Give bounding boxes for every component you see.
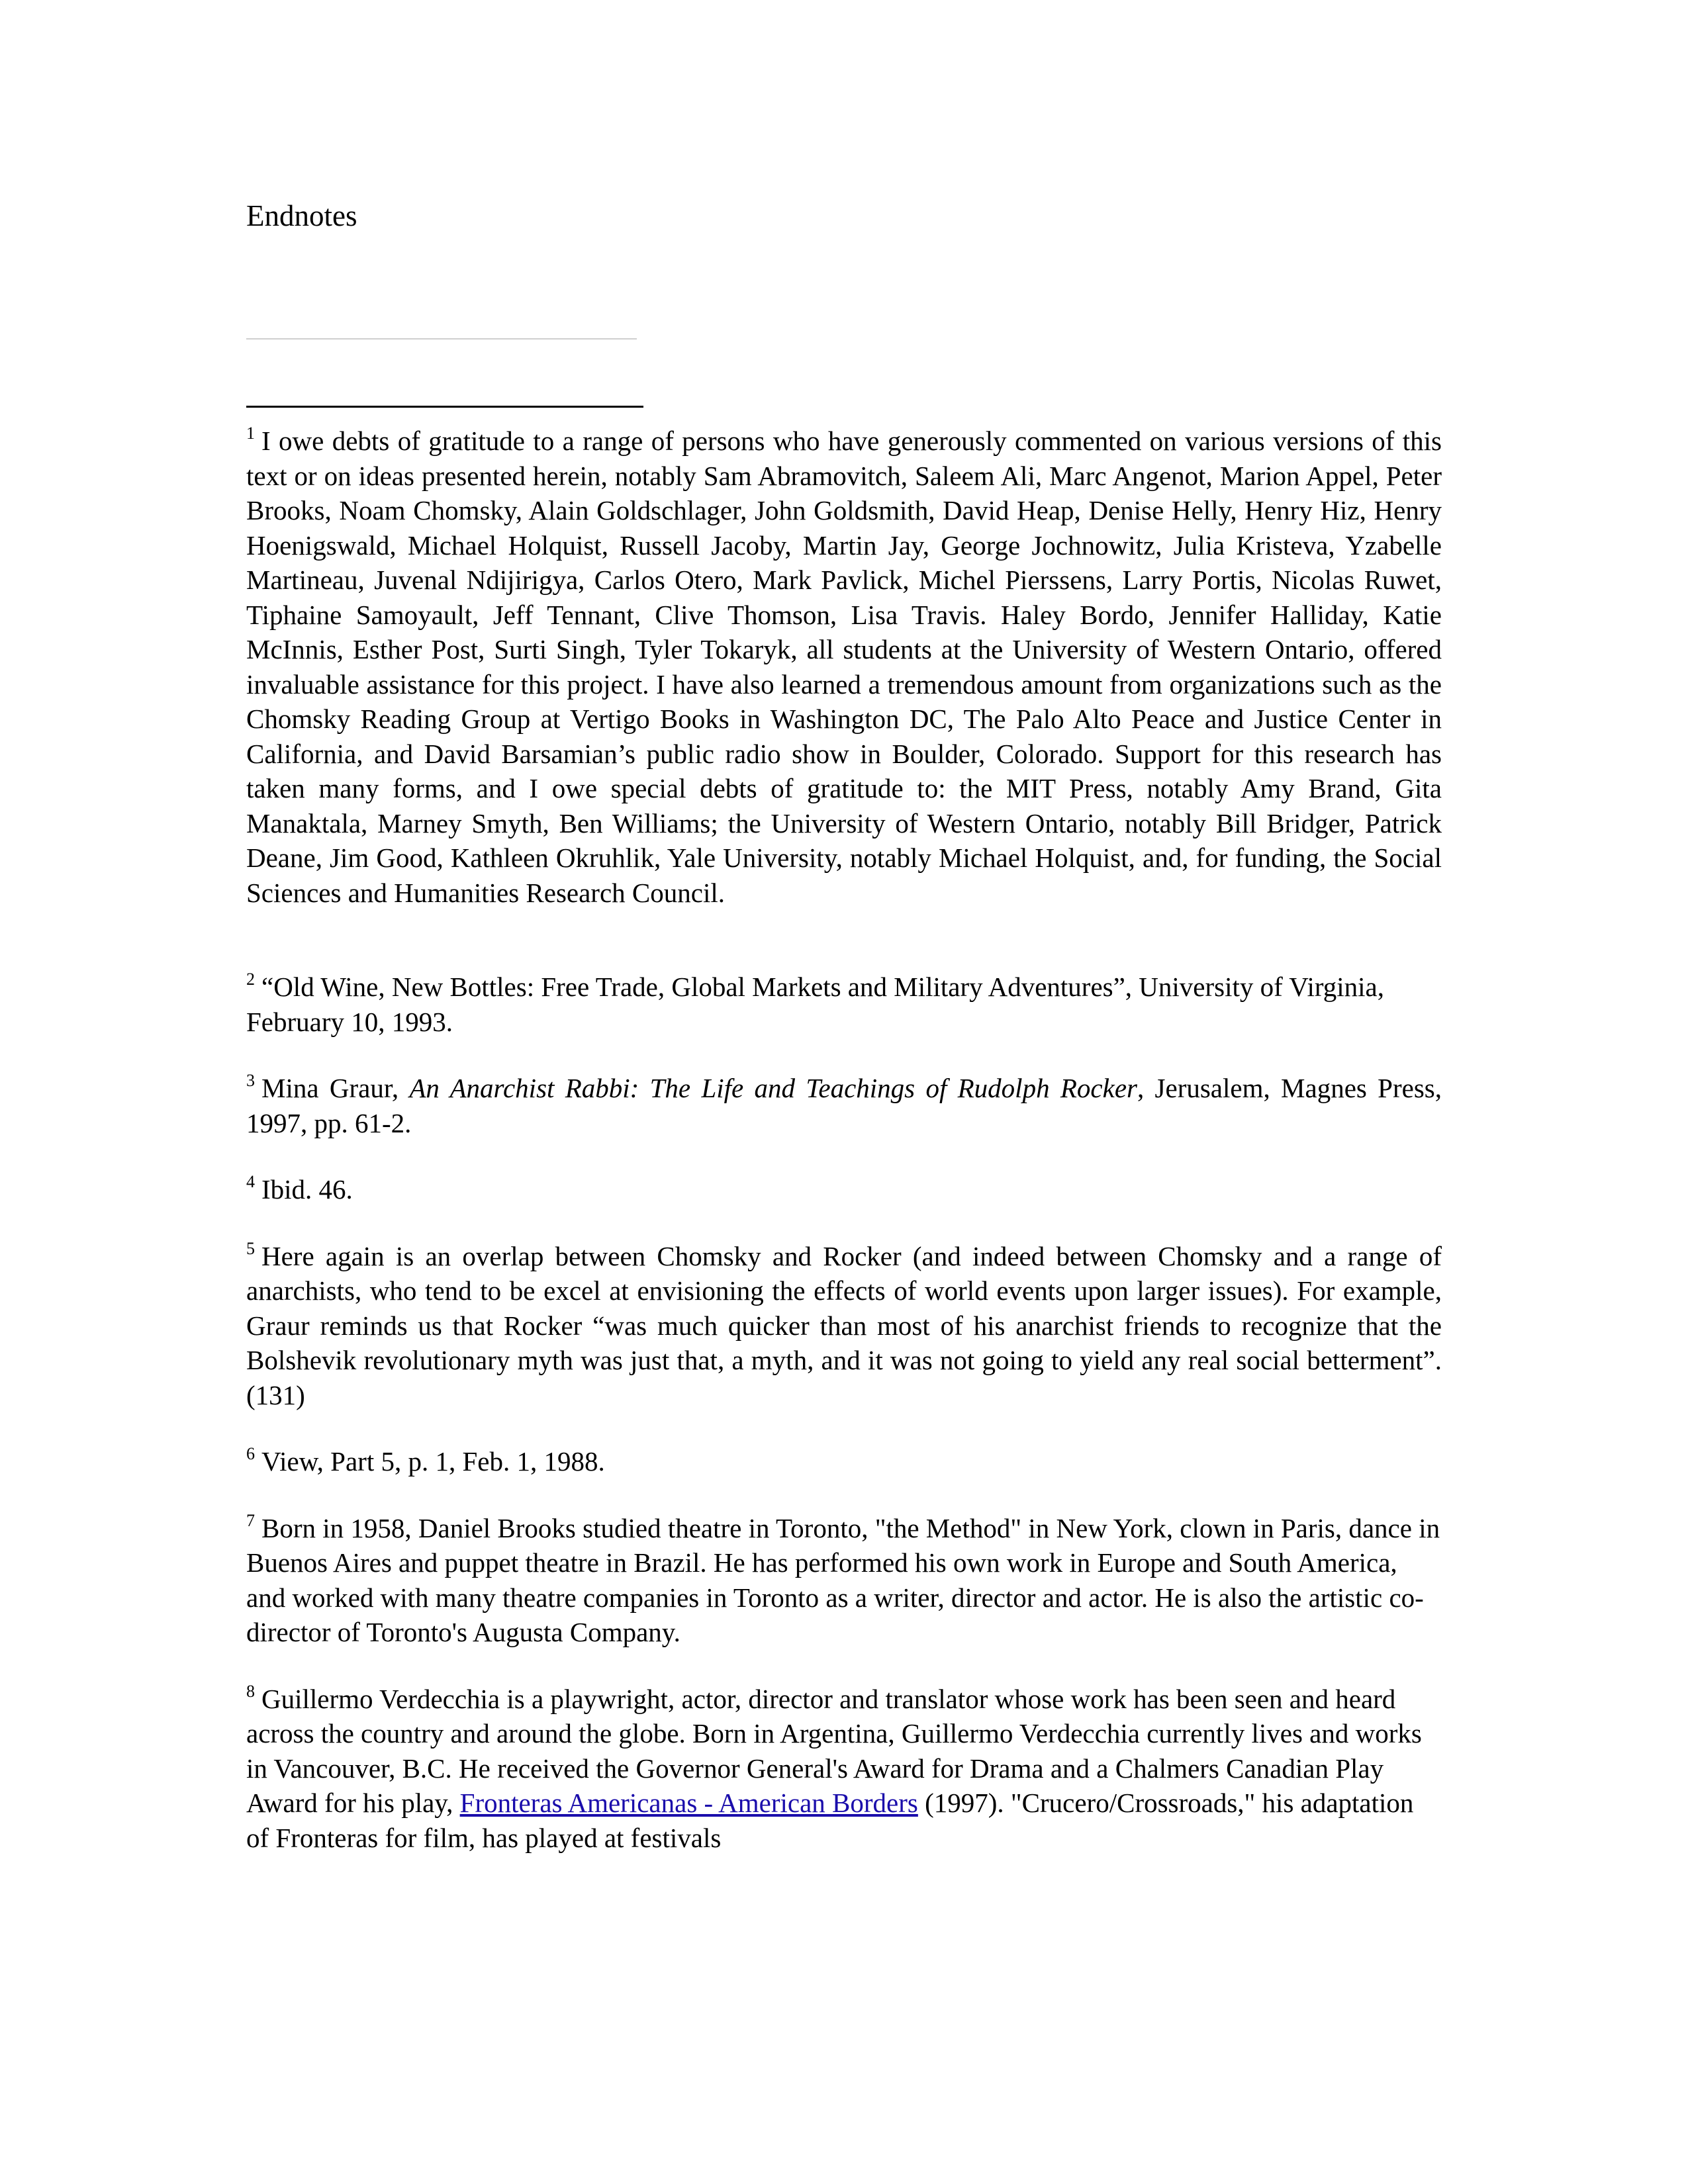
endnote-text-cont: (1997). "Crucero/Crossroads," his adaptation of Fronteras for film, has played at festivals (246, 1788, 1414, 1853)
endnote-text: Here again is an overlap between Chomsky and Rocker (and indeed between Chomsky and a range of anarchists, who tend to be excel at envisioning the effects of world events upon larger issues). For example, Graur reminds us that Rocker “was much quicker than most of his anarchist friends to recognize that the Bolshevik revolutionary myth was just that, a myth, and it was not going to yield any real social betterment”. (131) (246, 1240, 1442, 1410)
endnote-separator (246, 406, 643, 408)
endnote-8 (246, 1682, 1442, 1856)
endnote-number: 5 (246, 1238, 255, 1258)
endnote-text-cont: , Jerusalem, Magnes Press, 1997, pp. 61-2. (246, 1073, 1442, 1138)
endnote-7 (246, 1511, 1442, 1650)
endnote-text: View, Part 5, p. 1, Feb. 1, 1988. (261, 1446, 605, 1477)
endnote-text: “Old Wine, New Bottles: Free Trade, Global Markets and Military Adventures”, University of Virginia, February 10, 1993. (246, 972, 1384, 1037)
endnote-6 (246, 1444, 1442, 1479)
endnote-text: Ibid. 46. (261, 1174, 353, 1205)
endnote-text: Mina Graur, (261, 1073, 410, 1103)
endnotes-heading: Endnotes (246, 199, 357, 232)
endnote-number: 1 (246, 424, 255, 443)
endnote-number: 2 (246, 970, 255, 989)
endnote-text: I owe debts of gratitude to a range of persons who have generously commented on various versions of this text or on ideas presented herein, notably Sam Abramovitch, Saleem Ali, Marc Angenot, Marion Appel, Peter Brooks, Noam Chomsky, Alain Goldschlager, John Goldsmith, David Heap, Denise Helly, Henry Hiz, Henry Hoenigswald, Michael Holquist, Russell Jacoby, Martin Jay, George Jochnowitz, Julia Kristeva, Yzabelle Martineau, Juvenal Ndijirigya, Carlos Otero, Mark Pavlick, Michel Pierssens, Larry Portis, Nicolas Ruwet, Tiphaine Samoyault, Jeff Tennant, Clive Thomson, Lisa Travis. Haley Bordo, Jennifer Halliday, Katie McInnis, Esther Post, Surti Singh, Tyler Tokaryk, all students at the University of Western Ontario, offered invaluable assistance for this project. I have also learned a tremendous amount from organizations such as the Chomsky Reading Group at Vertigo Books in Washington DC, The Palo Alto Peace and Justice Center in California, and David Barsamian’s public radio show in Boulder, Colorado. Support for this research has taken many forms, and I owe special debts of gratitude to: the MIT Press, notably Amy Brand, Gita Manaktala, Marney Smyth, Ben Williams; the University of Western Ontario, notably Bill Bridger, Patrick Deane, Jim Good, Kathleen Okruhlik, Yale University, notably Michael Holquist, and, for funding, the Social Sciences and Humanities Research Council. (246, 426, 1442, 908)
endnote-text: Born in 1958, Daniel Brooks studied theatre in Toronto, "the Method" in New York, clown in Paris, dance in Buenos Aires and puppet theatre in Brazil. He has performed his own work in Europe and South America, and worked with many theatre companies in Toronto as a writer, director and actor. He is also the artistic co-director of Toronto's Augusta Company. (246, 1512, 1440, 1647)
endnote-5 (246, 1239, 1442, 1413)
endnote-1 (246, 424, 1442, 910)
endnote-number: 3 (246, 1071, 255, 1090)
endnote-text: Guillermo Verdecchia is a playwright, actor, director and translator whose work has been seen and heard across the country and around the globe. Born in Argentina, Guillermo Verdecchia currently lives and works in Vancouver, B.C. He received the Governor General's Award for Drama and a Chalmers Canadian Play Award for his play, (246, 1683, 1422, 1818)
endnote-2 (246, 970, 1442, 1039)
endnote-number: 7 (246, 1510, 255, 1530)
endnote-3 (246, 1071, 1442, 1140)
endnotes-list (246, 424, 1442, 1855)
faint-separator (246, 338, 637, 340)
endnote-4 (246, 1172, 1442, 1207)
endnote-number: 6 (246, 1444, 255, 1463)
play-title-link[interactable]: Fronteras Americanas - American Borders (459, 1788, 918, 1818)
endnote-number: 8 (246, 1681, 255, 1701)
endnote-number: 4 (246, 1172, 255, 1191)
book-title: An Anarchist Rabbi: The Life and Teachings of Rudolph Rocker (409, 1073, 1137, 1103)
